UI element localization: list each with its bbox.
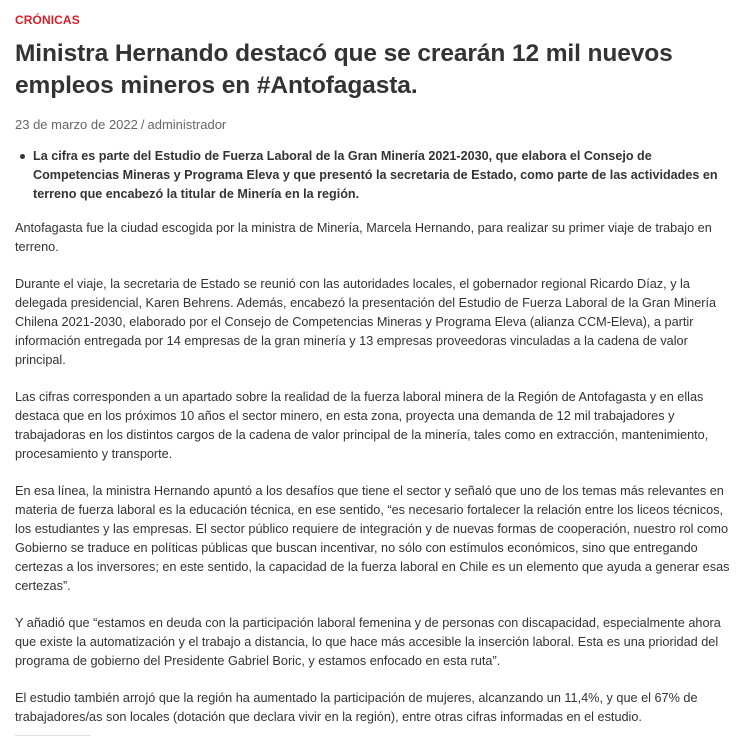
article-paragraph: En esa línea, la ministra Hernando apuntó a los desafíos que tiene el sector y señaló que uno de los temas más relevantes en materia de fuerza laboral es la educación técnica, en ese sentido, “es necesario fortalecer la relación entre los liceos técnicos, los estudiantes y las empresas. El sector público requiere de integración y de nuevas formas de cooperación, nuestro rol como Gobierno se traduce en políticas públicas que buscan incentivar, no sólo con estímulos económicos, sino que entregando certezas a los inversores; en este sentido, la capacidad de la fuerza laboral en Chile es un elemento que ayuda a generar esas certezas”. — [15, 484, 730, 593]
post-author-link[interactable]: administrador — [147, 117, 227, 132]
post-date-link[interactable]: 23 de marzo de 2022 — [15, 117, 138, 132]
meta-separator: / — [140, 117, 145, 132]
summary-text: La cifra es parte del Estudio de Fuerza Laboral de la Gran Minería 2021-2030, que elabora el Consejo de Competencias Mineras y Programa Eleva y que presentó la secretaria de Estado, como parte de las actividades en terreno que encabezó la titular de Minería en la región. — [33, 149, 718, 201]
article-paragraph: Las cifras corresponden a un apartado sobre la realidad de la fuerza laboral minera de la Región de Antofagasta y en ellas destaca que en los próximos 10 años el sector minero, en esta zona, proyecta una demanda de 12 mil trabajadores y trabajadoras en los distintos cargos de la cadena de valor principal de la minería, tales como en extracción, mantenimiento, procesamiento y transporte. — [15, 390, 709, 461]
divider — [15, 735, 90, 736]
bullet-icon — [20, 154, 25, 159]
article-title: Ministra Hernando destacó que se crearán 12 mil nuevos empleos mineros en #Antofagasta. — [15, 40, 673, 99]
summary-item — [33, 147, 730, 204]
category-link[interactable]: CRÓNICAS — [15, 13, 80, 27]
article-paragraph: Antofagasta fue la ciudad escogida por la ministra de Minería, Marcela Hernando, para realizar su primer viaje de trabajo en terreno. — [15, 221, 712, 254]
article-paragraph: Durante el viaje, la secretaria de Estado se reunió con las autoridades locales, el gobernador regional Ricardo Díaz, y la delegada presidencial, Karen Behrens. Además, encabezó la presentación del Estudio de Fuerza Laboral de la Gran Minería Chilena 2021-2030, elaborado por el Consejo de Competencias Mineras y Programa Eleva (alianza CCM-Eleva), a partir información entregada por 14 empresas de la gran minería y 13 empresas proveedoras vinculadas a la cadena de valor principal. — [15, 277, 717, 367]
post-meta — [15, 117, 730, 133]
article-paragraph: El estudio también arrojó que la región ha aumentado la participación de mujeres, alcanzando un 11,4%, y que el 67% de trabajadores/as son locales (dotación que declara vivir en la región), entre otras cifras informadas en el estudio. — [15, 691, 698, 724]
summary-list — [15, 147, 730, 204]
article-paragraph: Y añadió que “estamos en deuda con la participación laboral femenina y de personas con discapacidad, especialmente ahora que existe la automatización y el trabajo a distancia, lo que hace más accesible la inserción laboral. Esta es una prioridad del programa de gobierno del Presidente Gabriel Boric, y estamos enfocado en esta ruta”. — [15, 616, 721, 668]
